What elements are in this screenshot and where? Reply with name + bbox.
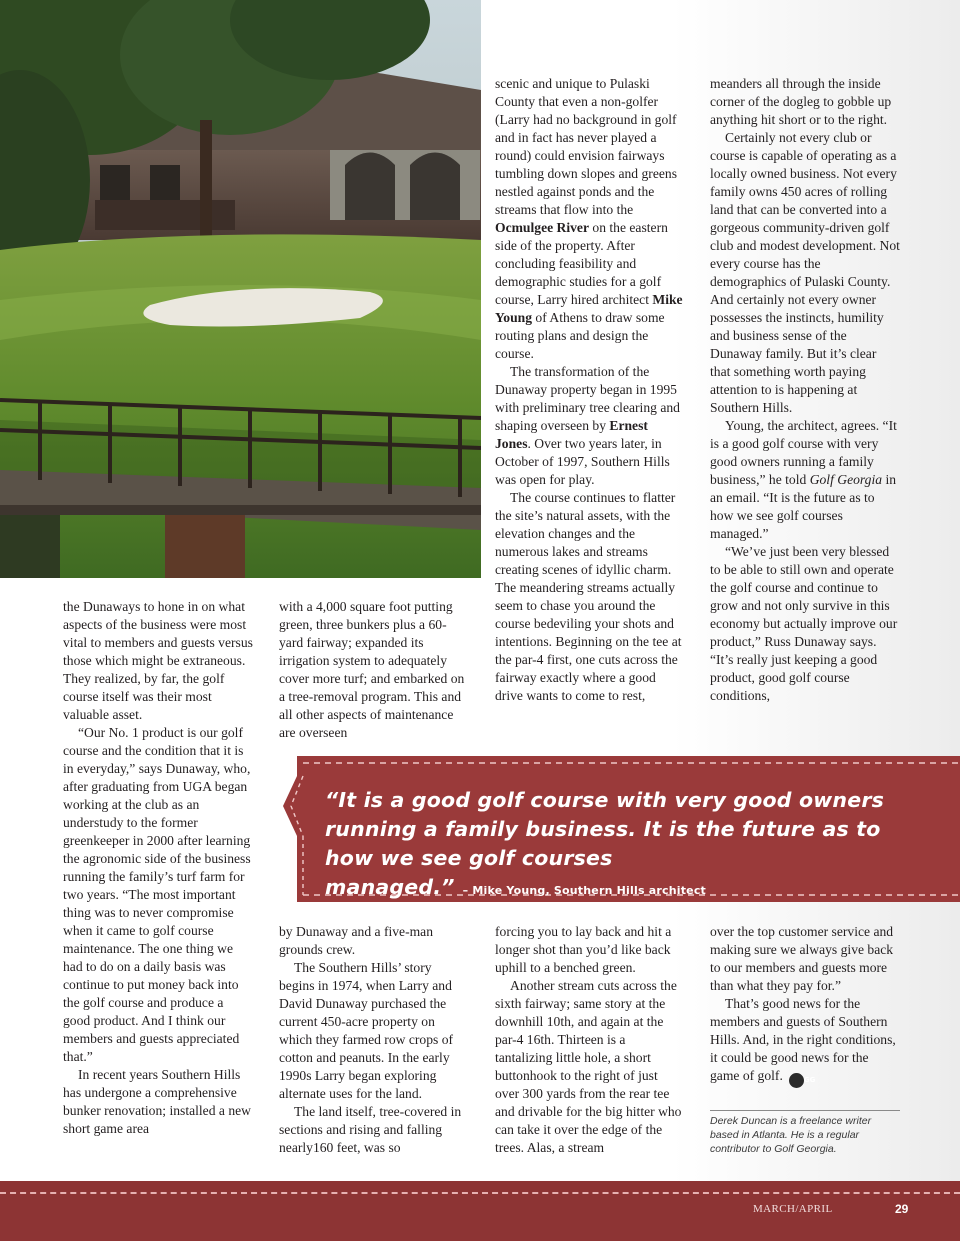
golf-course-photo	[0, 0, 481, 578]
end-mark-icon: GG	[789, 1073, 804, 1088]
paragraph: scenic and unique to Pulaski County that even a non-golfer (Larry had no background in golf and in fact has never played a round) could envision fairways tumbling down slopes and greens nestled against ponds and the streams that flow into the Ocmulgee River on the eastern side of the property. After concluding feasibility and demographic studies for a golf course, Larry hired architect Mike Young of Athens to draw some routing plans and design the course.	[495, 76, 683, 361]
footer-divider	[0, 1192, 960, 1194]
golf-course-photo-icon	[0, 0, 481, 578]
pull-quote-attribution: – Mike Young, Southern Hills architect	[462, 884, 706, 897]
paragraph: That’s good news for the members and guests of Southern Hills. And, in the right conditions, it could be good news for the game of golf. GG	[710, 995, 900, 1088]
column-2-top	[279, 598, 467, 742]
paragraph: The land itself, tree-covered in sections and rising and falling nearly160 feet, was so	[279, 1104, 462, 1155]
paragraph: Another stream cuts across the sixth fairway; same story at the downhill 10th, and again at the par-4 16th. Thirteen is a tantalizing little hole, a short buttonhook to the right of just over 300 yards from the rear tee and drivable for the big hitter who can take it over the edge of the trees. Alas, a stream	[495, 978, 682, 1155]
column-3-top	[495, 75, 683, 705]
page-number: 29	[895, 1202, 909, 1216]
issue-label: MARCH/APRIL	[753, 1203, 833, 1215]
paragraph: meanders all through the inside corner of the dogleg to gobble up anything hit short or to the right.	[710, 76, 892, 127]
paragraph: forcing you to lay back and hit a longer shot than you’d like back uphill to a benched green.	[495, 924, 672, 975]
paragraph: by Dunaway and a five-man grounds crew.	[279, 924, 434, 957]
column-1	[63, 598, 253, 1138]
paragraph: “Our No. 1 product is our golf course and the condition that it is in everyday,” says Dunaway, who, after graduating from UGA began working at the club as an understudy to the former greenkeeper in 2000 after learning the agronomic side of the business running the family’s turf farm for two years. “The most important thing was to never compromise when it came to golf course maintenance. The one thing we had to do on a daily basis was continue to put money back into the golf course and produce a good product. And I think our members and guests appreciated that.”	[63, 725, 251, 1064]
paragraph: The Southern Hills’ story begins in 1974, when Larry and David Dunaway purchased the current 450-acre property on which they farmed row crops of cotton and peanuts. In the early 1990s Larry began exploring alternate uses for the land.	[279, 960, 454, 1101]
paragraph: In recent years Southern Hills has undergone a comprehensive bunker renovation; installed a new short game area	[63, 1067, 251, 1136]
paragraph: Young, the architect, agrees. “It is a good golf course with very good owners running a family business,” he told Golf Georgia in an email. “It is the future as to how we see golf courses managed.”	[710, 418, 897, 541]
pull-quote	[283, 756, 960, 902]
paragraph: Certainly not every club or course is capable of operating as a locally owned business. Not every family owns 450 acres of rolling land that can be converted into a gorgeous community-driven golf club and modest development. Not every course has the demographics of Pulaski County. And certainly not every owner possesses the instincts, humility and business sense of the Dunaway family. But it’s clear that something worth paying attention to is happening at Southern Hills.	[710, 130, 900, 415]
paragraph: The transformation of the Dunaway property began in 1995 with preliminary tree clearing and shaping overseen by Ernest Jones. Over two years later, in October of 1997, Southern Hills was open for play.	[495, 364, 680, 487]
paragraph: “We’ve just been very blessed to be able to still own and operate the golf course and continue to grow and not only survive in this economy but actually improve our product,” Russ Dunaway says. “It’s really just keeping a good product, good golf course conditions,	[710, 544, 898, 703]
column-3-bottom	[495, 923, 683, 1157]
column-2-bottom	[279, 923, 467, 1157]
pull-quote-text: “It is a good golf course with very good owners running a family business. It is the future as to how we see golf courses managed.” – Mike Young, Southern Hills architect	[325, 788, 885, 899]
paragraph: the Dunaways to hone in on what aspects of the business were most vital to members and guests versus those which might be extraneous. They realized, by far, the golf course itself was their most valuable asset.	[63, 599, 253, 722]
author-bio: Derek Duncan is a freelance writer based in Atlanta. He is a regular contributor to Golf Georgia.	[710, 1110, 900, 1156]
column-4-top	[710, 75, 900, 705]
column-4-bottom	[710, 923, 900, 1088]
paragraph: over the top customer service and making sure we always give back to our members and guests more than what they pay for.”	[710, 924, 894, 993]
paragraph: The course continues to flatter the site’s natural assets, with the elevation changes and the numerous lakes and streams creating scenes of idyllic charm. The meandering streams actually seem to chase you around the course bedeviling your shots and intentions. Beginning on the tee at the par-4 first, one cuts across the fairway exactly where a good drive wants to come to rest,	[495, 490, 682, 703]
paragraph: with a 4,000 square foot putting green, three bunkers plus a 60-yard fairway; expanded its irrigation system to adequately cover more turf; and embarked on a tree-removal program. This and all other aspects of maintenance are overseen	[279, 599, 465, 740]
page-footer	[0, 1181, 960, 1241]
